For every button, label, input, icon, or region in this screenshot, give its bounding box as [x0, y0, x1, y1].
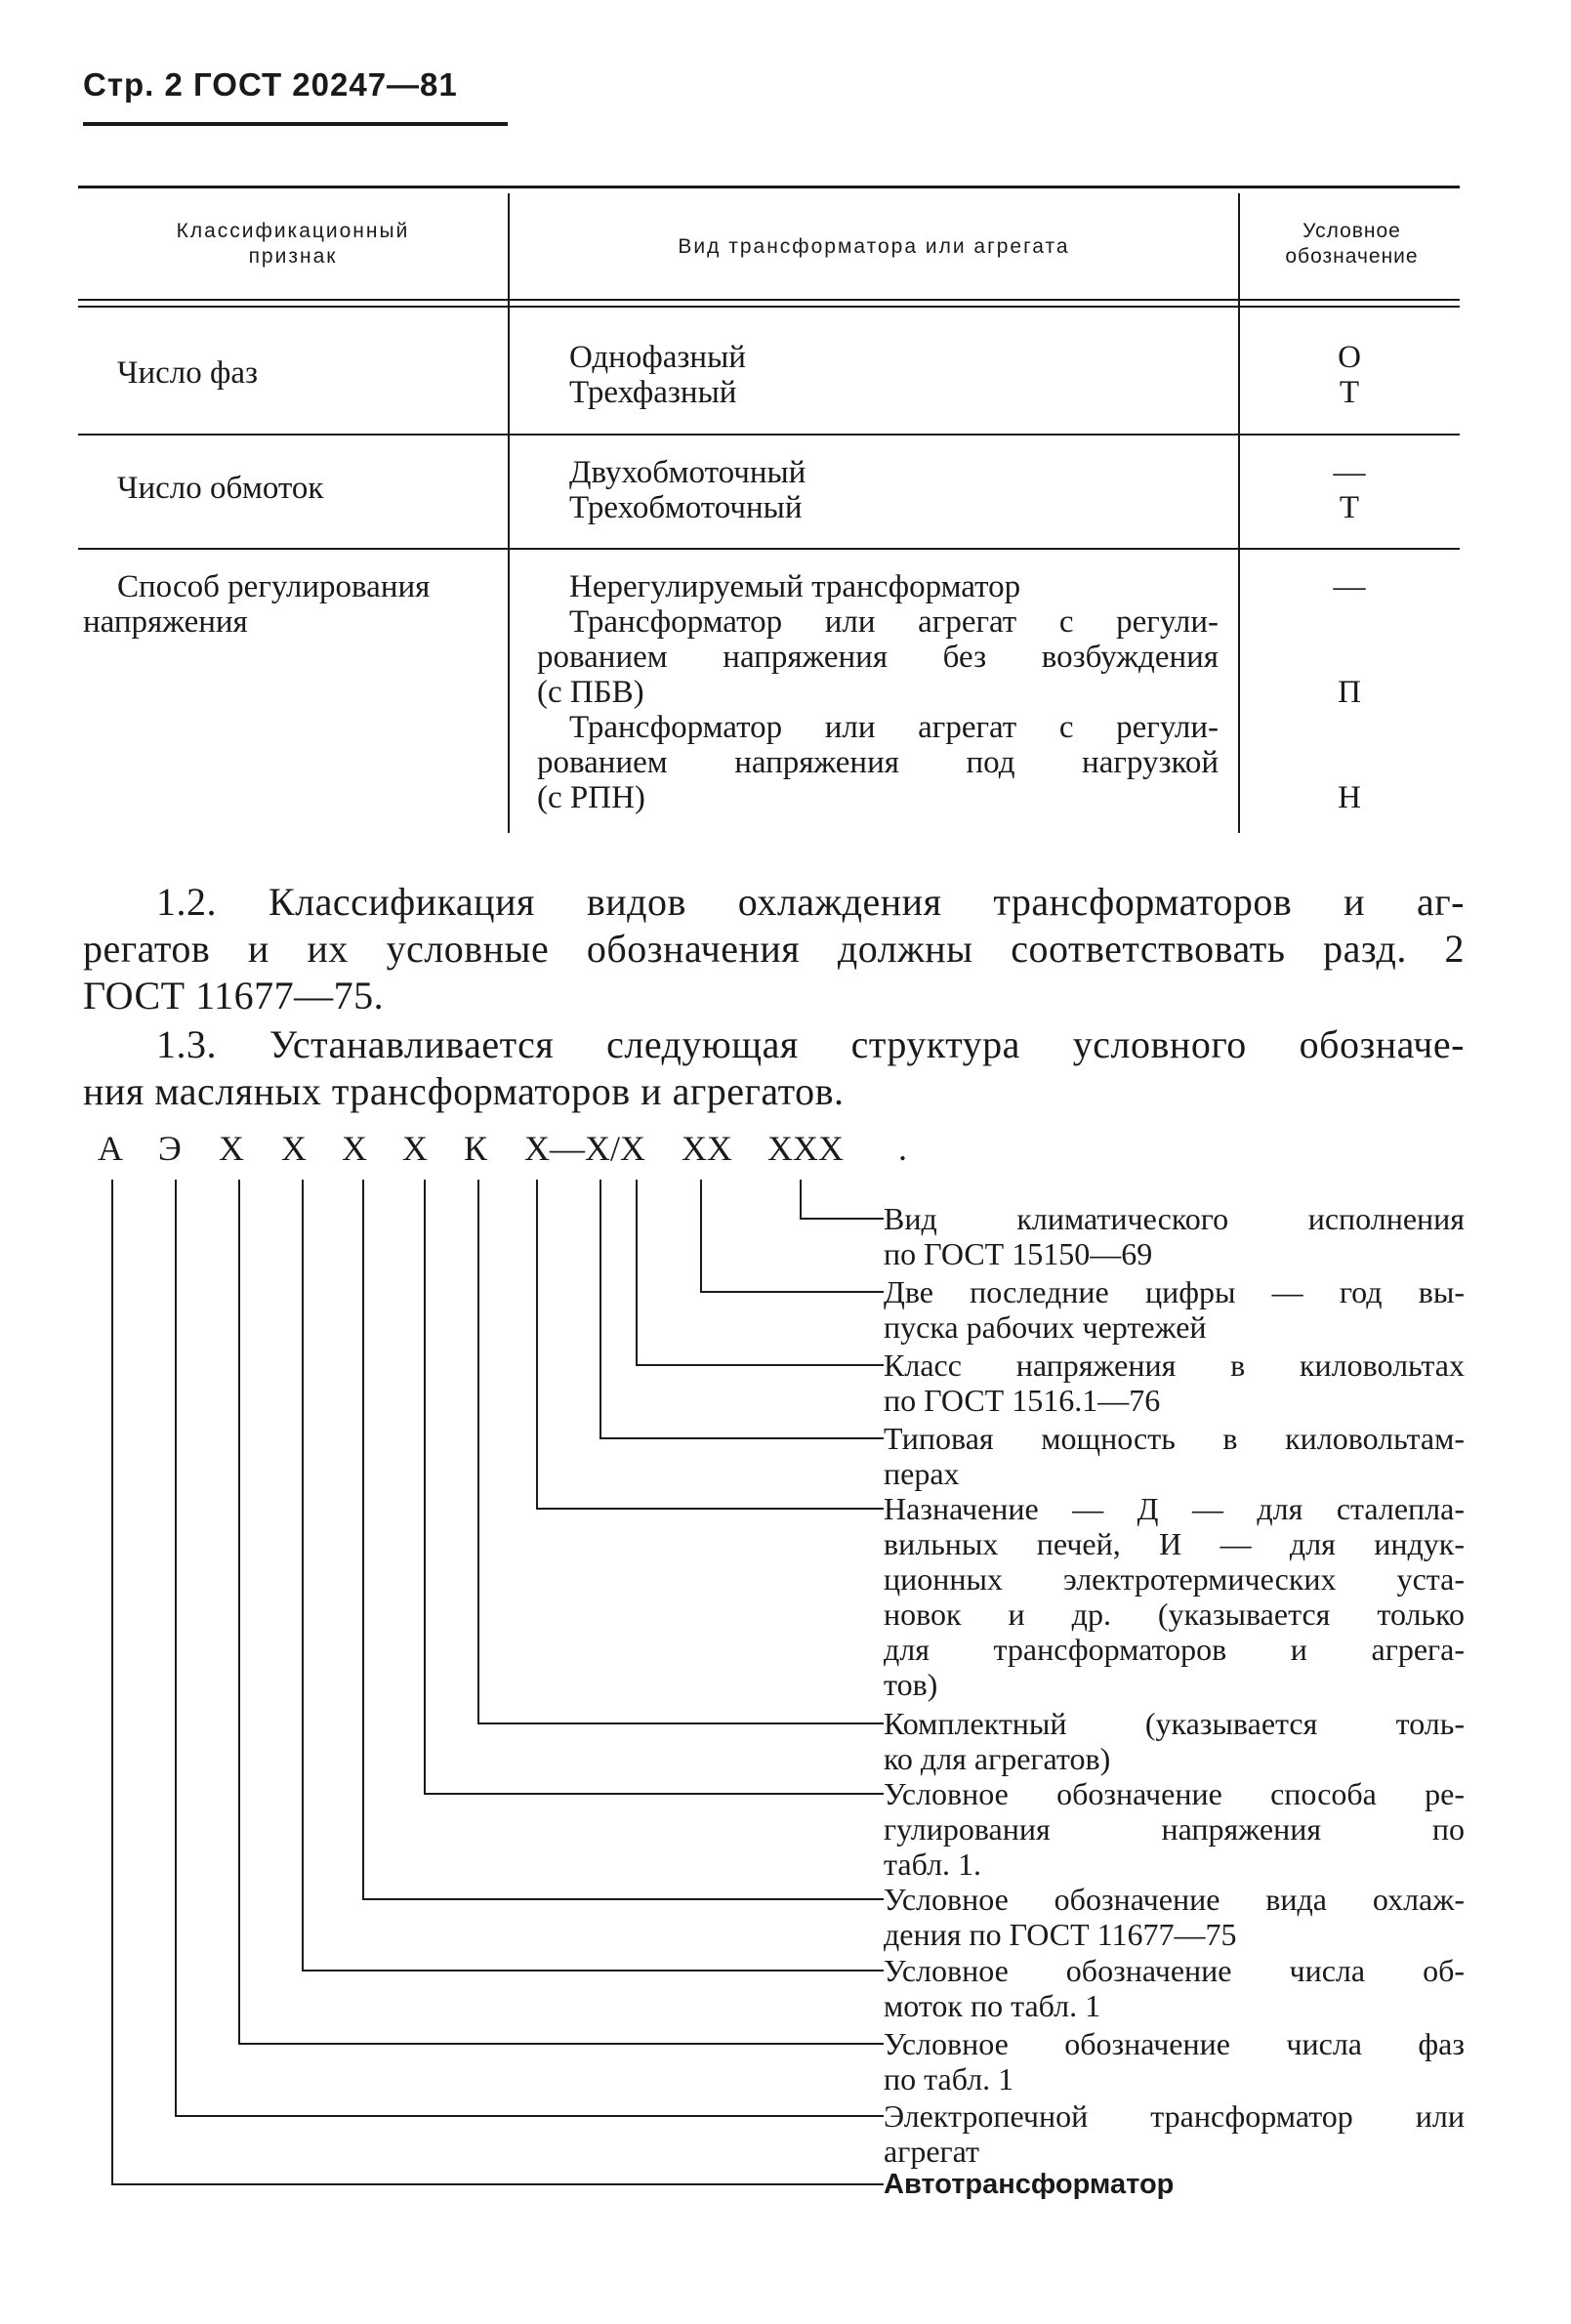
label-complete-line2: ко для агрегатов) — [884, 1741, 1111, 1776]
row-phases-feature: Число фаз — [117, 355, 259, 391]
row-regulation-symbol-1: — — [1333, 569, 1366, 604]
row-regulation-kind-5: Трансформатор или агрегат с регули- — [569, 710, 1219, 745]
code-letter-x4: Х — [402, 1129, 428, 1168]
label-climate — [884, 1201, 1465, 1271]
label-complete-line1: Комплектный (указывается толь- — [884, 1706, 1465, 1741]
connector-year — [701, 1180, 884, 1292]
col-header-symbol-line2: обозначение — [1285, 245, 1419, 268]
label-cooling — [884, 1882, 1465, 1952]
row-regulation-kind-2: Трансформатор или агрегат с регули- — [569, 604, 1219, 640]
code-letter-x3: Х — [342, 1129, 367, 1168]
label-voltage-class — [884, 1348, 1465, 1418]
label-voltage-class-line1: Класс напряжения в киловольтах — [884, 1348, 1465, 1383]
label-voltage-class-line2: по ГОСТ 1516.1—76 — [884, 1383, 1161, 1418]
col-header-feature-line1: Классификационный — [176, 220, 410, 242]
row-regulation-feature-line2: напряжения — [83, 604, 248, 640]
code-letter-x2: Х — [281, 1129, 307, 1168]
row-windings-kind-2: Трехобмоточный — [569, 490, 803, 525]
section-1-2-line3: ГОСТ 11677—75. — [83, 974, 385, 1017]
code-power-voltage: Х—Х/Х — [524, 1129, 645, 1168]
row-regulation-kind-3: рованием напряжения без возбуждения — [537, 640, 1219, 675]
code-dot: . — [898, 1129, 907, 1168]
label-year-line1: Две последние цифры — год вы- — [884, 1274, 1465, 1309]
label-windings-line1: Условное обозначение числа об- — [884, 1953, 1465, 1988]
label-purpose-line2: вильных печей, И — для индук- — [884, 1526, 1465, 1561]
connector-auto — [112, 1180, 884, 2184]
label-auto-line1: Автотрансформатор — [884, 2169, 1175, 2200]
label-year-line2: пуска рабочих чертежей — [884, 1309, 1207, 1345]
label-power-line1: Типовая мощность в киловольтам- — [884, 1421, 1465, 1456]
row-phases-kind-1: Однофазный — [569, 340, 746, 375]
label-purpose — [884, 1491, 1465, 1702]
label-climate-line2: по ГОСТ 15150—69 — [884, 1236, 1153, 1271]
col-header-symbol-line1: Условное — [1302, 220, 1401, 242]
connector-furnace — [176, 1180, 884, 2116]
code-letter-k: К — [464, 1129, 488, 1168]
code-year: ХХ — [682, 1129, 732, 1168]
col-header-feature-line2: признак — [248, 245, 338, 268]
connector-purpose — [537, 1180, 884, 1509]
row-phases-kind-2: Трехфазный — [569, 375, 737, 410]
section-1-2-line2: регатов и их условные обозначения должны соответствовать разд. 2 — [83, 927, 1465, 971]
label-cooling-line1: Условное обозначение вида охлаж- — [884, 1882, 1465, 1917]
label-windings-line2: моток по табл. 1 — [884, 1988, 1101, 2023]
row-regulation-feature-line1: Способ регулирования — [117, 569, 431, 604]
label-regulation-line1: Условное обозначение способа ре- — [884, 1776, 1465, 1811]
connector-climate — [801, 1180, 884, 1219]
row-phases-symbol-1: О — [1338, 340, 1361, 375]
label-purpose-line5: для трансформаторов и агрега- — [884, 1632, 1465, 1667]
label-purpose-line1: Назначение — Д — для сталепла- — [884, 1491, 1465, 1526]
code-letter-x1: Х — [219, 1129, 244, 1168]
section-1-3-line2: ния масляных трансформаторов и агрегатов. — [83, 1069, 845, 1113]
label-furnace-line1: Электропечной трансформатор или — [884, 2098, 1465, 2134]
connector-voltage-class — [637, 1180, 884, 1365]
code-letter-e: Э — [158, 1129, 182, 1168]
label-phases-line2: по табл. 1 — [884, 2061, 1014, 2096]
connector-complete — [478, 1180, 884, 1723]
label-purpose-line6: тов) — [884, 1667, 938, 1702]
label-purpose-line3: ционных электротермических уста- — [884, 1561, 1465, 1597]
row-windings-symbol-1: — — [1333, 455, 1366, 490]
label-cooling-line2: дения по ГОСТ 11677—75 — [884, 1917, 1237, 1952]
row-regulation-symbol-2: П — [1338, 675, 1361, 710]
label-furnace — [884, 2098, 1465, 2169]
code-letter-a: А — [98, 1129, 123, 1168]
label-climate-line1: Вид климатического исполнения — [884, 1201, 1465, 1236]
label-regulation — [884, 1776, 1465, 1882]
label-regulation-line3: табл. 1. — [884, 1847, 982, 1882]
row-regulation-kind-4: (с ПБВ) — [537, 675, 644, 710]
row-regulation-kind-1: Нерегулируемый трансформатор — [569, 569, 1021, 604]
code-climate: ХХХ — [767, 1129, 844, 1168]
row-windings-kind-1: Двухобмоточный — [569, 455, 806, 490]
connector-windings — [303, 1180, 884, 1971]
row-phases-symbol-2: Т — [1339, 375, 1360, 410]
label-regulation-line2: гулирования напряжения по — [884, 1811, 1465, 1847]
label-phases — [884, 2026, 1465, 2096]
connector-cooling — [363, 1180, 884, 1899]
label-power-line2: перах — [884, 1456, 960, 1491]
label-purpose-line4: новок и др. (указывается только — [884, 1597, 1465, 1632]
connector-phases — [239, 1180, 884, 2044]
section-1-2-line1: 1.2. Классификация видов охлаждения трансформаторов и аг- — [156, 880, 1465, 924]
label-power — [884, 1421, 1465, 1491]
label-auto — [884, 2167, 1465, 2202]
page-header: Стр. 2 ГОСТ 20247—81 — [83, 66, 458, 103]
row-regulation-kind-6: рованием напряжения под нагрузкой — [537, 745, 1219, 780]
section-1-3-line1: 1.3. Устанавливается следующая структура условного обозначе- — [156, 1022, 1465, 1066]
label-complete — [884, 1706, 1465, 1776]
label-year — [884, 1274, 1465, 1345]
label-furnace-line2: агрегат — [884, 2134, 980, 2169]
col-header-kind: Вид трансформатора или агрегата — [678, 235, 1070, 258]
label-windings — [884, 1953, 1465, 2023]
connector-regulation — [425, 1180, 884, 1794]
row-windings-symbol-2: Т — [1339, 490, 1360, 525]
row-regulation-kind-7: (с РПН) — [537, 780, 645, 815]
label-phases-line1: Условное обозначение числа фаз — [884, 2026, 1465, 2061]
row-regulation-symbol-3: Н — [1338, 780, 1361, 815]
row-windings-feature: Число обмоток — [117, 471, 324, 506]
